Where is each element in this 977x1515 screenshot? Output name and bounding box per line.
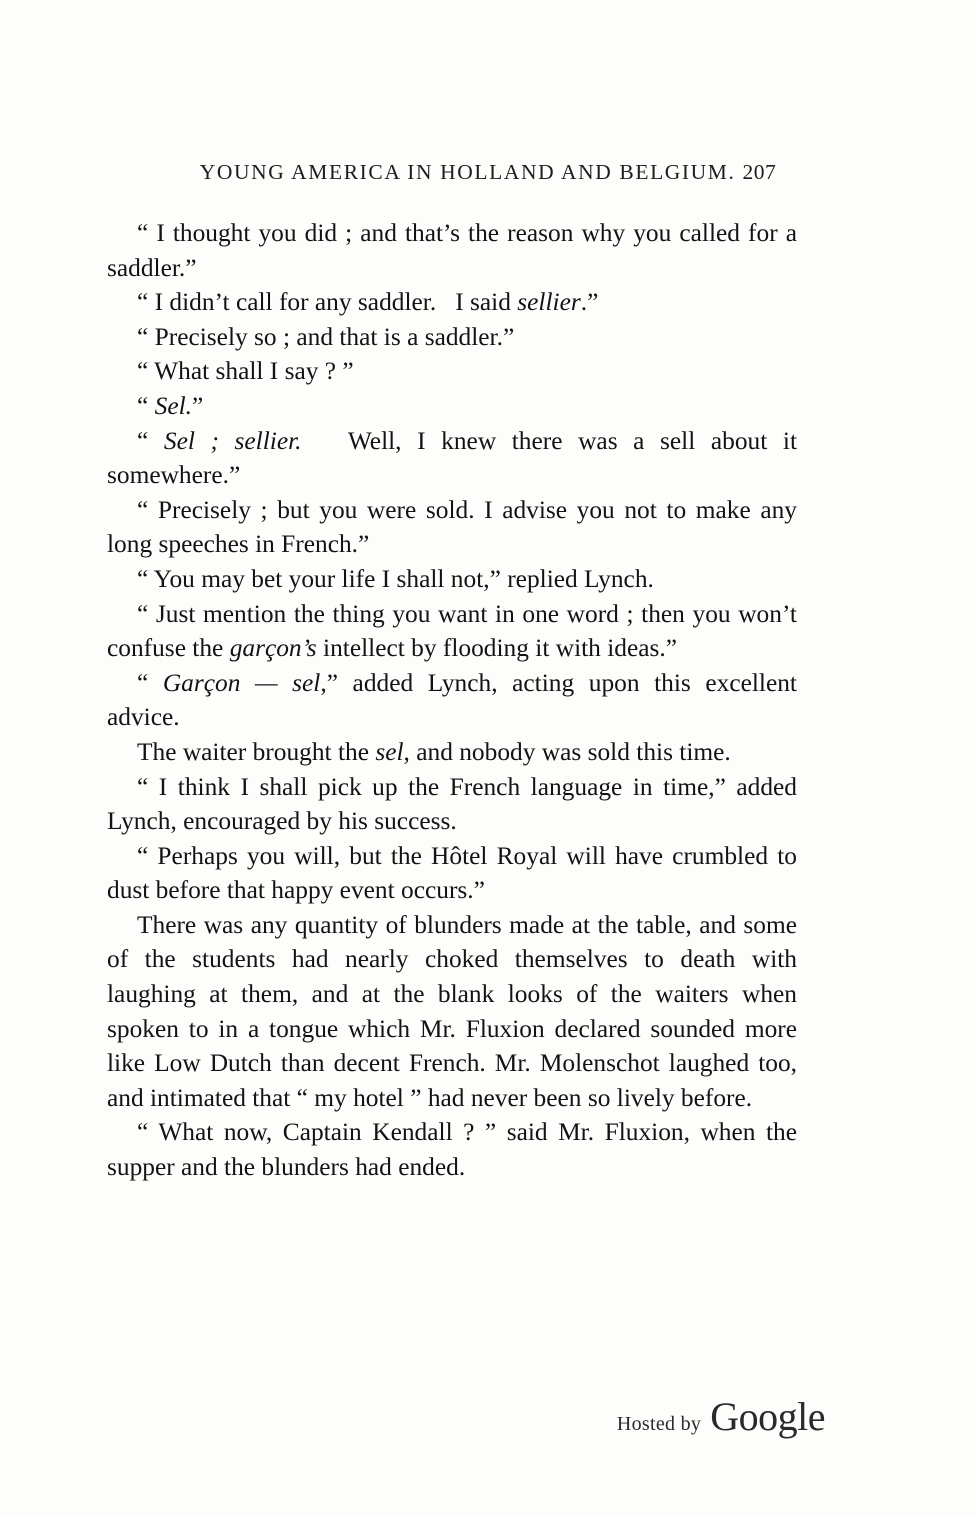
paragraph: “ Sel ; sellier. Well, I knew there was a sell about it somewhere.” [107, 426, 798, 490]
paragraph: “ What now, Captain Kendall ? ” said Mr. Fluxion, when the supper and the blunders had ended. [107, 1118, 797, 1182]
foreign-term: Sel. [154, 391, 192, 420]
paragraph: “ You may bet your life I shall not,” replied Lynch. [137, 564, 654, 593]
paragraph: “ Garçon — sel,” added Lynch, acting upon this excellent advice. [107, 668, 797, 732]
paragraph: There was any quantity of blunders made at the table, and some of the students had nearly choked themselves to death with laughing at them, and at the blank looks of the waiters when spoken to in a tongue which Mr. Fluxion declared sounded more like Low Dutch than decent French. Mr. Molenschot laughed too, and intimated that “ my hotel ” had never been so lively before. [107, 910, 797, 1112]
paragraph: “ Sel.” [137, 391, 204, 420]
paragraph: The waiter brought the sel, and nobody was sold this time. [137, 737, 731, 766]
foreign-term: sel [375, 737, 404, 766]
foreign-term: Sel ; sellier. [163, 426, 302, 455]
paragraph: “ I didn’t call for any saddler. I said sellier.” [137, 288, 599, 317]
foreign-term: Garçon — sel [162, 668, 321, 697]
paragraph: “ I think I shall pick up the French language in time,” added Lynch, encouraged by his success. [107, 772, 797, 836]
page-number: 207 [742, 160, 777, 184]
paragraph: “ Just mention the thing you want in one word ; then you won’t confuse the garçon’s intellect by flooding it with ideas.” [107, 599, 797, 663]
running-head [108, 160, 868, 185]
paragraph: “ Precisely ; but you were sold. I advise you not to make any long speeches in French.” [107, 495, 797, 559]
paragraph: “ I thought you did ; and that’s the reason why you called for a saddler.” [107, 219, 797, 282]
paragraph: “ What shall I say ? ” [137, 357, 354, 386]
paragraph: “ Perhaps you will, but the Hôtel Royal will have crumbled to dust before that happy event occurs.” [107, 841, 797, 905]
foreign-term: sellier [517, 288, 581, 317]
body-text [107, 216, 797, 1185]
hosted-by-label: Hosted by [616, 1413, 702, 1435]
foreign-term: garçon’s [229, 634, 317, 663]
colophon [617, 1393, 825, 1440]
running-head-title: YOUNG AMERICA IN HOLLAND AND BELGIUM. [199, 160, 736, 184]
paragraph: “ Precisely so ; and that is a saddler.” [137, 322, 515, 351]
google-wordmark: Google [710, 1394, 825, 1439]
